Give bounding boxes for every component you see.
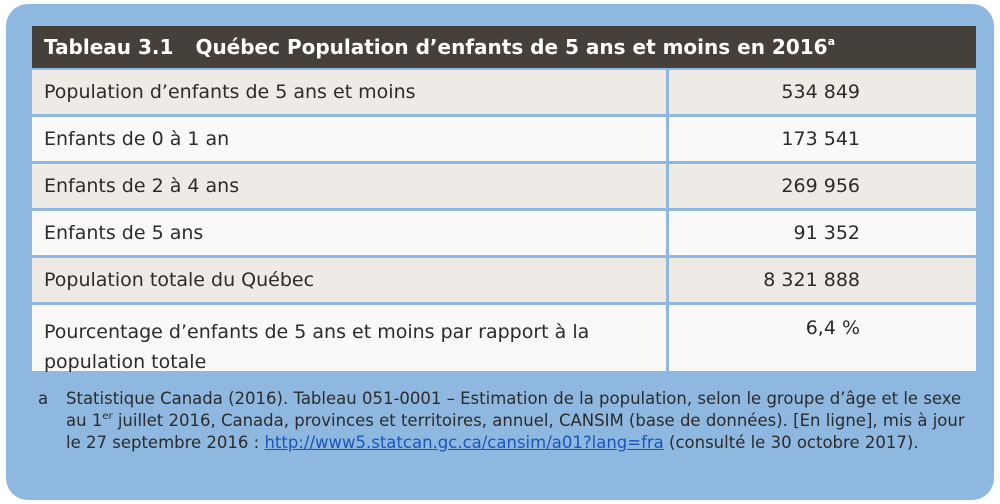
table-title-bar (32, 26, 976, 68)
table-panel (6, 4, 994, 500)
footnote-mark: a (38, 389, 49, 408)
row-value: 534 849 (669, 70, 976, 114)
footnote-text-part2: juillet 2016, Canada, provinces et territoires, annuel, CANSIM (base de données). [En ligne], mis à jour le 27 septembre 2016 : (66, 411, 965, 452)
table-row (32, 211, 976, 255)
table-row (32, 305, 976, 371)
row-label: Population d’enfants de 5 ans et moins (32, 70, 666, 114)
row-value: 8 321 888 (669, 258, 976, 302)
footnote-text-part3: (consulté le 30 octobre 2017). (663, 433, 919, 452)
table-row (32, 258, 976, 302)
row-label: Pourcentage d’enfants de 5 ans et moins par rapport à la population totale (32, 305, 666, 371)
row-label: Population totale du Québec (32, 258, 666, 302)
table-row (32, 164, 976, 208)
table-row (32, 70, 976, 114)
data-table (32, 70, 976, 374)
row-value: 6,4 % (669, 305, 976, 371)
table-title: Québec Population d’enfants de 5 ans et moins en 2016 (195, 35, 828, 59)
source-link[interactable]: http://www5.statcan.gc.ca/cansim/a01?lang=fra (264, 433, 664, 452)
title-note-mark: a (827, 35, 836, 48)
table-number: Tableau 3.1 (44, 35, 174, 59)
row-label: Enfants de 2 à 4 ans (32, 164, 666, 208)
footnote (32, 388, 976, 454)
row-label: Enfants de 0 à 1 an (32, 117, 666, 161)
row-value: 91 352 (669, 211, 976, 255)
row-value: 173 541 (669, 117, 976, 161)
footnote-text-part1: Statistique Canada (2016). Tableau 051-0001 – Estimation de la population, selon le groupe d’âge et le sexe au 1 (66, 389, 962, 430)
row-label: Enfants de 5 ans (32, 211, 666, 255)
row-value: 269 956 (669, 164, 976, 208)
table-row (32, 117, 976, 161)
footnote-text (66, 388, 976, 454)
footnote-superscript: er (102, 411, 113, 422)
